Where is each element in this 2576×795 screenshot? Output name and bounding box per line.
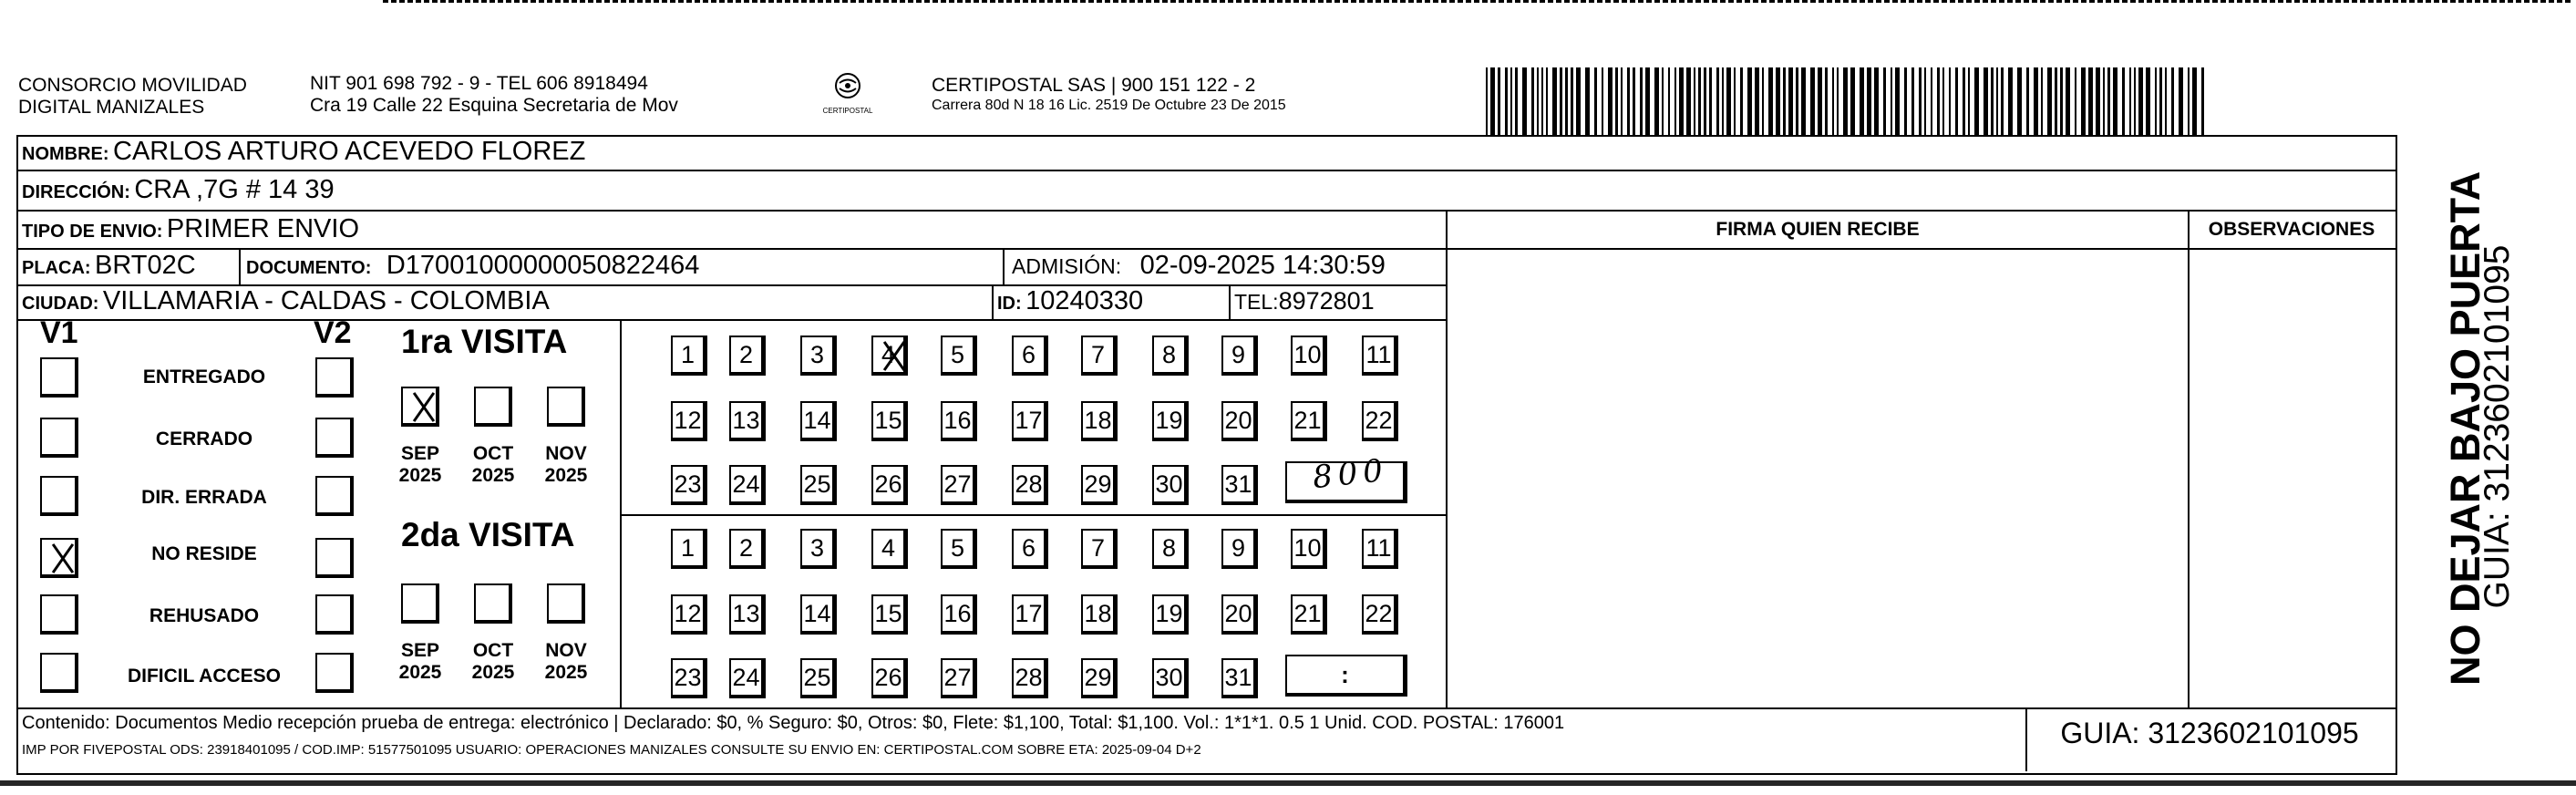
- logo-icon: [829, 69, 866, 102]
- second-visit-nov-checkbox[interactable]: [547, 583, 585, 624]
- company-line2: DIGITAL MANIZALES: [18, 97, 205, 118]
- first-visit-day-27[interactable]: 27: [941, 465, 977, 505]
- side-text: [2406, 170, 2517, 689]
- status-no-reside: NO RESIDE: [151, 543, 257, 564]
- second-visit-day-15[interactable]: 15: [871, 594, 908, 635]
- carrier-line2: Carrera 80d N 18 16 Lic. 2519 De Octubre 23 De 2015: [932, 98, 1286, 113]
- first-visit-day-25[interactable]: 25: [800, 465, 837, 505]
- rule: [16, 707, 2396, 709]
- documento-row: [246, 251, 699, 284]
- v2-dificil-acceso-checkbox[interactable]: [315, 653, 354, 693]
- second-visit-day-16[interactable]: 16: [941, 594, 977, 635]
- first-visit-day-11[interactable]: 11: [1362, 336, 1398, 376]
- first-visit-day-30[interactable]: 30: [1152, 465, 1189, 505]
- rule: [16, 248, 1448, 250]
- first-visit-day-16[interactable]: 16: [941, 401, 977, 441]
- admision-label: ADMISIÓN:: [1012, 254, 1122, 278]
- first-visit-day-23[interactable]: 23: [671, 465, 707, 505]
- second-visit-sep-checkbox[interactable]: [401, 583, 439, 624]
- second-visit-day-31[interactable]: 31: [1221, 658, 1258, 698]
- first-visit-day-24[interactable]: 24: [729, 465, 766, 505]
- second-visit-day-5[interactable]: 5: [941, 529, 977, 569]
- rule: [1229, 284, 1231, 319]
- documento-value: D17001000000050822464: [386, 251, 700, 280]
- nit-line: NIT 901 698 792 - 9 - TEL 606 8918494: [310, 73, 648, 94]
- first-visit-day-22[interactable]: 22: [1362, 401, 1398, 441]
- tel-row: [1234, 286, 1375, 320]
- side-guia: GUIA: 3123602101095: [2478, 244, 2517, 609]
- first-visit-title: 1ra VISITA: [401, 323, 568, 360]
- footer-imp-line: IMP POR FIVEPOSTAL ODS: 23918401095 / COD.IMP: 51577501095 USUARIO: OPERACIONES MANIZALES CONSULTE SU ENVIO EN: CERTIPOSTAL.COM SOBRE ETA: 2025-09-04 D+2: [22, 742, 1201, 758]
- placa-row: [22, 251, 196, 284]
- second-visit-day-14[interactable]: 14: [800, 594, 837, 635]
- second-visit-day-24[interactable]: 24: [729, 658, 766, 698]
- v2-entregado-checkbox[interactable]: [315, 357, 354, 398]
- no-dejar-bajo-puerta: NO DEJAR BAJO PUERTA: [2442, 170, 2488, 686]
- nombre-value: CARLOS ARTURO ACEVEDO FLOREZ: [113, 137, 586, 166]
- second-visit-day-20[interactable]: 20: [1221, 594, 1258, 635]
- first-sep: SEP 2025: [398, 443, 442, 486]
- nombre-label: NOMBRE:: [22, 144, 109, 164]
- id-row: [997, 286, 1143, 320]
- first-visit-day-3[interactable]: 3: [800, 336, 837, 376]
- rule: [1003, 248, 1005, 284]
- first-visit-day-13[interactable]: 13: [729, 401, 766, 441]
- first-visit-day-19[interactable]: 19: [1152, 401, 1189, 441]
- first-visit-day-9[interactable]: 9: [1221, 336, 1258, 376]
- first-visit-day-15[interactable]: 15: [871, 401, 908, 441]
- v1-entregado-checkbox[interactable]: [40, 357, 78, 398]
- rule: [16, 210, 2396, 212]
- status-cerrado: CERRADO: [155, 428, 253, 449]
- first-visit-day-31[interactable]: 31: [1221, 465, 1258, 505]
- placa-label: PLACA:: [22, 258, 91, 278]
- first-visit-day-6[interactable]: 6: [1012, 336, 1048, 376]
- rule: [1446, 210, 1448, 707]
- placa-value: BRT02C: [95, 251, 196, 280]
- v1-label: V1: [40, 315, 78, 350]
- first-visit-day-14[interactable]: 14: [800, 401, 837, 441]
- second-visit-day-13[interactable]: 13: [729, 594, 766, 635]
- direccion-value: CRA ,7G # 14 39: [134, 175, 335, 204]
- second-visit-day-23[interactable]: 23: [671, 658, 707, 698]
- v2-cerrado-checkbox[interactable]: [315, 418, 354, 458]
- logo-text: CERTIPOSTAL: [822, 107, 873, 115]
- first-visit-day-7[interactable]: 7: [1081, 336, 1118, 376]
- ciudad-row: [22, 286, 550, 320]
- second-visit-day-7[interactable]: 7: [1081, 529, 1118, 569]
- second-visit-day-2[interactable]: 2: [729, 529, 766, 569]
- time-colon: :: [1341, 661, 1349, 688]
- second-visit-day-11[interactable]: 11: [1362, 529, 1398, 569]
- status-dir-errada: DIR. ERRADA: [141, 487, 267, 508]
- ciudad-value: VILLAMARIA - CALDAS - COLOMBIA: [102, 286, 550, 315]
- v2-label: V2: [314, 315, 352, 350]
- v1-cerrado-checkbox[interactable]: [40, 418, 78, 458]
- first-visit-day-4-checked[interactable]: 4: [871, 336, 908, 376]
- barcode: [1486, 67, 2215, 135]
- second-visit-title: 2da VISITA: [401, 516, 575, 553]
- company-info: [310, 73, 678, 117]
- first-visit-day-10[interactable]: 10: [1291, 336, 1327, 376]
- second-visit-day-17[interactable]: 17: [1012, 594, 1048, 635]
- handwritten-time: 800: [1311, 451, 1390, 497]
- second-visit-day-18[interactable]: 18: [1081, 594, 1118, 635]
- status-rehusado: REHUSADO: [149, 605, 260, 626]
- second-visit-oct-checkbox[interactable]: [474, 583, 512, 624]
- certipostal-logo: [811, 69, 884, 120]
- rule: [620, 514, 1448, 516]
- admision-value: 02-09-2025 14:30:59: [1139, 251, 1386, 280]
- second-visit-day-6[interactable]: 6: [1012, 529, 1048, 569]
- direccion-label: DIRECCIÓN:: [22, 182, 130, 202]
- bottom-edge: [0, 780, 2576, 786]
- company-name: [18, 75, 247, 119]
- second-visit-day-25[interactable]: 25: [800, 658, 837, 698]
- second-visit-day-22[interactable]: 22: [1362, 594, 1398, 635]
- first-nov: NOV 2025: [544, 443, 588, 486]
- second-visit-day-30[interactable]: 30: [1152, 658, 1189, 698]
- tipo-label: TIPO DE ENVIO:: [22, 222, 163, 242]
- first-oct: OCT 2025: [471, 443, 515, 486]
- direccion-row: [22, 175, 335, 209]
- second-visit-day-29[interactable]: 29: [1081, 658, 1118, 698]
- tel-label: TEL:: [1234, 290, 1279, 314]
- footer-guia: GUIA: 3123602101095: [2060, 717, 2359, 749]
- first-visit-day-18[interactable]: 18: [1081, 401, 1118, 441]
- tipo-value: PRIMER ENVIO: [166, 214, 360, 243]
- rule: [992, 284, 994, 319]
- v1-dir-errada-checkbox[interactable]: [40, 476, 78, 516]
- first-visit-day-21[interactable]: 21: [1291, 401, 1327, 441]
- v1-dificil-acceso-checkbox[interactable]: [40, 653, 78, 693]
- rule: [620, 319, 622, 707]
- second-visit-day-21[interactable]: 21: [1291, 594, 1327, 635]
- id-value: 10240330: [1025, 286, 1144, 315]
- first-visit-day-1[interactable]: 1: [671, 336, 707, 376]
- rule: [239, 248, 241, 284]
- v1-no-reside-checkbox-checked[interactable]: [40, 538, 78, 578]
- first-visit-nov-checkbox[interactable]: [547, 387, 585, 427]
- second-visit-day-4[interactable]: 4: [871, 529, 908, 569]
- first-visit-day-26[interactable]: 26: [871, 465, 908, 505]
- second-visit-day-3[interactable]: 3: [800, 529, 837, 569]
- first-visit-day-28[interactable]: 28: [1012, 465, 1048, 505]
- first-visit-day-2[interactable]: 2: [729, 336, 766, 376]
- second-visit-day-12[interactable]: 12: [671, 594, 707, 635]
- carrier-line1: CERTIPOSTAL SAS | 900 151 122 - 2: [932, 75, 1256, 96]
- second-visit-day-8[interactable]: 8: [1152, 529, 1189, 569]
- first-visit-sep-checkbox-checked[interactable]: [401, 387, 439, 427]
- v2-rehusado-checkbox[interactable]: [315, 594, 354, 635]
- second-visit-day-1[interactable]: 1: [671, 529, 707, 569]
- id-label: ID:: [997, 294, 1022, 314]
- second-visit-day-9[interactable]: 9: [1221, 529, 1258, 569]
- second-visit-day-26[interactable]: 26: [871, 658, 908, 698]
- firma-header: FIRMA QUIEN RECIBE: [1716, 219, 1920, 240]
- rule: [2188, 210, 2190, 707]
- second-nov: NOV 2025: [544, 640, 588, 683]
- tipo-envio-row: [22, 214, 359, 248]
- v1-rehusado-checkbox[interactable]: [40, 594, 78, 635]
- first-visit-day-12[interactable]: 12: [671, 401, 707, 441]
- carrier-info: [932, 75, 1286, 115]
- first-visit-day-17[interactable]: 17: [1012, 401, 1048, 441]
- company-line1: CONSORCIO MOVILIDAD: [18, 75, 247, 96]
- first-visit-day-29[interactable]: 29: [1081, 465, 1118, 505]
- footer-contenido: Contenido: Documentos Medio recepción prueba de entrega: electrónico | Declarado: $0, % Seguro: $0, Otros: $0, Flete: $1,100, Total: $1,100. Vol.: 1*1*1. 0.5 1 Unid. COD. POSTAL: 176001: [22, 713, 1565, 733]
- second-oct: OCT 2025: [471, 640, 515, 683]
- v2-no-reside-checkbox[interactable]: [315, 538, 354, 578]
- status-entregado: ENTREGADO: [142, 367, 266, 387]
- documento-label: DOCUMENTO:: [246, 258, 372, 278]
- first-visit-oct-checkbox[interactable]: [474, 387, 512, 427]
- v2-dir-errada-checkbox[interactable]: [315, 476, 354, 516]
- second-visit-time-box[interactable]: [1285, 655, 1407, 697]
- address-line: Cra 19 Calle 22 Esquina Secretaria de Mov: [310, 95, 678, 116]
- observaciones-header: OBSERVACIONES: [2208, 219, 2375, 240]
- second-visit-day-10[interactable]: 10: [1291, 529, 1327, 569]
- cut-line: [383, 0, 2571, 12]
- second-visit-day-27[interactable]: 27: [941, 658, 977, 698]
- second-sep: SEP 2025: [398, 640, 442, 683]
- second-visit-day-28[interactable]: 28: [1012, 658, 1048, 698]
- status-dificil-acceso: DIFICIL ACCESO: [127, 666, 281, 687]
- rule: [1448, 248, 2396, 250]
- first-visit-day-5[interactable]: 5: [941, 336, 977, 376]
- ciudad-label: CIUDAD:: [22, 294, 99, 314]
- tel-value: 8972801: [1278, 287, 1375, 315]
- first-visit-time-box[interactable]: [1285, 451, 1407, 503]
- second-visit-day-19[interactable]: 19: [1152, 594, 1189, 635]
- admision-row: [1012, 251, 1386, 284]
- first-visit-day-20[interactable]: 20: [1221, 401, 1258, 441]
- nombre-row: [22, 137, 585, 170]
- first-visit-day-8[interactable]: 8: [1152, 336, 1189, 376]
